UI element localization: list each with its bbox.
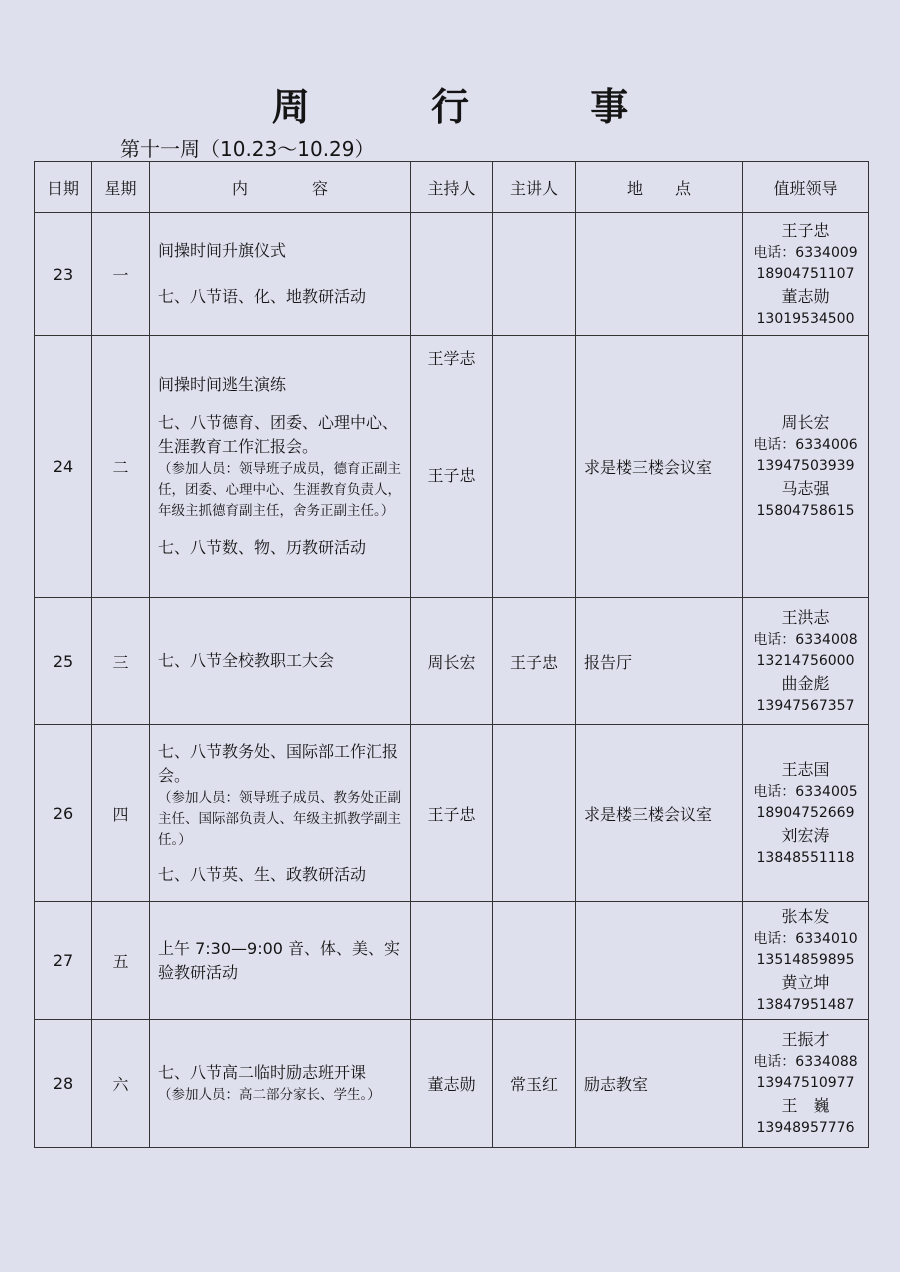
header-location: 地 点 (576, 162, 743, 213)
duty-mobile: 13947567357 (756, 697, 855, 714)
row-host (411, 336, 493, 598)
row-weekday: 二 (92, 336, 150, 598)
header-row (35, 162, 869, 213)
duty-mobile: 13947503939 (756, 458, 855, 474)
duty-leader: 曲金彪 (781, 673, 830, 693)
duty-leader: 王子忠 (781, 220, 830, 240)
duty-leader: 张本发 (781, 907, 830, 926)
row-duty (743, 725, 869, 902)
content-line: 七、八节教务处、国际部工作汇报会。 (158, 741, 399, 785)
row-date: 23 (35, 213, 92, 336)
row-speaker (493, 725, 576, 902)
content-line: 七、八节语、化、地教研活动 (158, 287, 367, 306)
content-line: 间操时间升旗仪式 (158, 241, 287, 260)
schedule-table (34, 161, 869, 1148)
row-location: 求是楼三楼会议室 (576, 725, 743, 902)
content-line: 七、八节德育、团委、心理中心、生涯教育工作汇报会。 (158, 413, 399, 456)
duty-mobile: 13948957776 (756, 1120, 855, 1136)
row-speaker: 王子忠 (493, 598, 576, 725)
row-date: 28 (35, 1020, 92, 1148)
row-location (576, 902, 743, 1020)
row-content: 上午 7:30—9:00 音、体、美、实验教研活动 (150, 902, 411, 1020)
content-line: 七、八节数、物、历教研活动 (158, 538, 367, 557)
row-speaker (493, 902, 576, 1020)
row-weekday: 六 (92, 1020, 150, 1148)
row-speaker (493, 336, 576, 598)
duty-mobile: 13847951487 (756, 997, 855, 1013)
duty-mobile: 13848551118 (756, 849, 855, 866)
row-duty (743, 336, 869, 598)
content-line: 间操时间逃生演练 (158, 375, 287, 394)
row-content: 七、八节全校教职工大会 (150, 598, 411, 725)
content-note: （参加人员：高二部分家长、学生。） (158, 1087, 381, 1103)
header-duty-leader: 值班领导 (743, 162, 869, 213)
duty-leader: 王志国 (781, 759, 830, 779)
row-host (411, 902, 493, 1020)
row-date: 27 (35, 902, 92, 1020)
host-name: 王学志 (427, 349, 476, 368)
duty-tel: 电话：6334005 (753, 783, 858, 800)
duty-leader: 刘宏涛 (781, 825, 830, 845)
row-duty (743, 213, 869, 336)
row-host: 王子忠 (411, 725, 493, 902)
duty-mobile: 13019534500 (756, 310, 855, 327)
duty-leader: 王洪志 (781, 607, 830, 627)
content-line: 七、八节高二临时励志班开课 (158, 1063, 367, 1082)
row-date: 25 (35, 598, 92, 725)
page-title: 周 行 事 (271, 85, 683, 129)
duty-mobile: 15804758615 (756, 503, 855, 519)
duty-tel: 电话：6334006 (753, 437, 858, 453)
duty-mobile: 13514859895 (756, 952, 855, 968)
content-note: （参加人员：领导班子成员，德育正副主任，团委、心理中心、生涯教育负责人，年级主抓德育副主任，舍务正副主任。） (158, 461, 401, 519)
content-line: 七、八节英、生、政教研活动 (158, 864, 367, 884)
duty-tel: 电话：6334088 (753, 1054, 858, 1070)
duty-leader: 黄立坤 (781, 973, 830, 992)
duty-leader: 马志强 (781, 479, 830, 498)
row-location (576, 213, 743, 336)
row-weekday: 一 (92, 213, 150, 336)
row-location: 求是楼三楼会议室 (576, 336, 743, 598)
table-row (35, 902, 869, 1020)
duty-tel: 电话：6334010 (753, 931, 858, 947)
host-name: 王子忠 (427, 466, 476, 485)
duty-tel: 电话：6334009 (753, 244, 858, 261)
table-row (35, 1020, 869, 1148)
table-row (35, 213, 869, 336)
header-host: 主持人 (411, 162, 493, 213)
header-speaker: 主讲人 (493, 162, 576, 213)
header-date: 日期 (35, 162, 92, 213)
duty-leader: 周长宏 (781, 413, 830, 432)
row-duty (743, 902, 869, 1020)
duty-leader: 王振才 (781, 1030, 830, 1049)
row-duty (743, 1020, 869, 1148)
table-row (35, 598, 869, 725)
duty-leader: 王 巍 (781, 1096, 830, 1115)
row-content (150, 336, 411, 598)
table-row (35, 336, 869, 598)
row-speaker: 常玉红 (493, 1020, 576, 1148)
duty-mobile: 18904752669 (756, 804, 855, 821)
duty-mobile: 13214756000 (756, 652, 855, 669)
row-content (150, 1020, 411, 1148)
row-speaker (493, 213, 576, 336)
duty-leader: 董志勋 (781, 286, 830, 306)
row-weekday: 三 (92, 598, 150, 725)
row-location: 报告厅 (576, 598, 743, 725)
duty-mobile: 13947510977 (756, 1075, 855, 1091)
row-host: 董志勋 (411, 1020, 493, 1148)
week-label: 第十一周（10.23～10.29） (120, 137, 375, 161)
content-note: （参加人员：领导班子成员、教务处正副主任、国际部负责人、年级主抓教学副主任。） (158, 789, 401, 848)
duty-mobile: 18904751107 (756, 265, 855, 282)
row-location: 励志教室 (576, 1020, 743, 1148)
header-weekday: 星期 (92, 162, 150, 213)
row-host (411, 213, 493, 336)
row-duty (743, 598, 869, 725)
duty-tel: 电话：6334008 (753, 631, 858, 648)
row-content (150, 213, 411, 336)
row-host: 周长宏 (411, 598, 493, 725)
header-content: 内 容 (150, 162, 411, 213)
row-date: 24 (35, 336, 92, 598)
row-weekday: 五 (92, 902, 150, 1020)
row-weekday: 四 (92, 725, 150, 902)
table-row (35, 725, 869, 902)
row-date: 26 (35, 725, 92, 902)
row-content (150, 725, 411, 902)
